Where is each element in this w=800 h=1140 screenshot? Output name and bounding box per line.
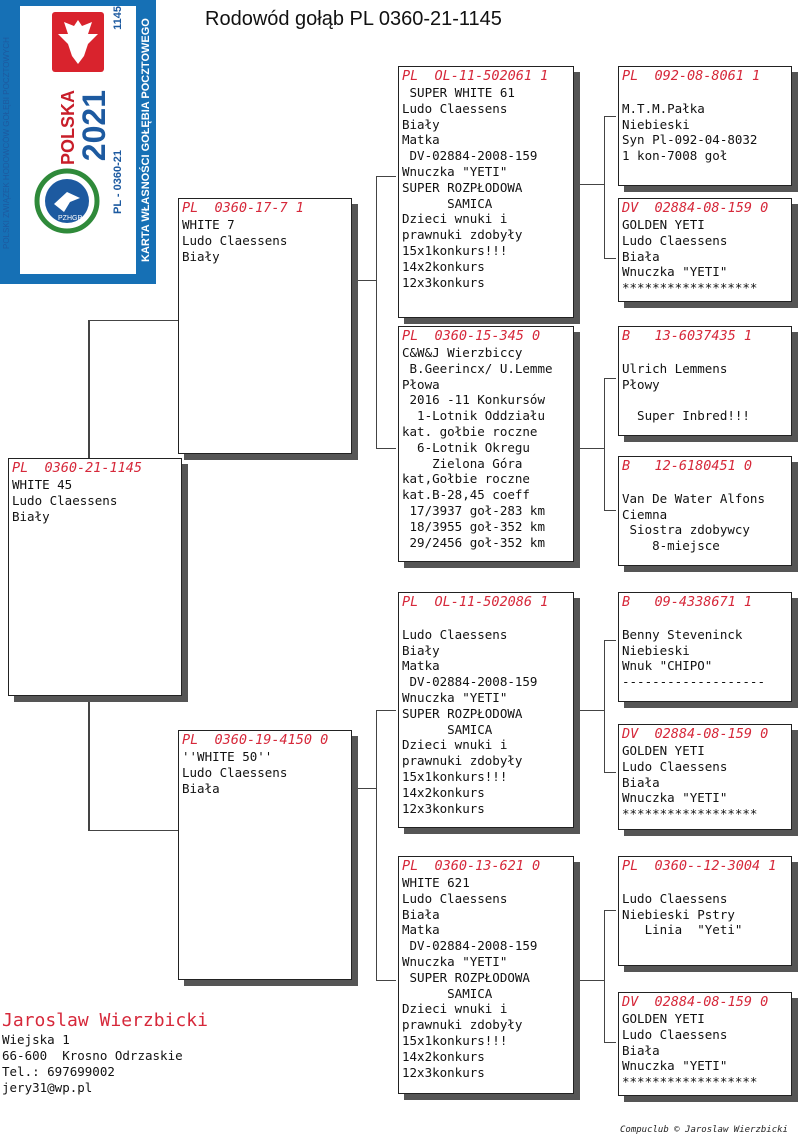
pedigree-line: Matka: [402, 132, 440, 148]
pedigree-line: Dzieci wnuki i: [402, 737, 508, 753]
pedigree-line: Wnuczka "YETI": [402, 953, 508, 969]
ring-number: B 13-6037435 1: [622, 328, 753, 344]
card-year: 2021: [76, 90, 112, 162]
ring-number: PL 0360--12-3004 1: [622, 858, 777, 874]
connector-line: [88, 830, 178, 831]
pedigree-line: 12x3konkurs: [402, 274, 485, 290]
pedigree-line: Płowy: [622, 376, 660, 392]
pedigree-line: Ludo Claessens: [622, 1026, 728, 1042]
connector-line: [88, 320, 90, 458]
pedigree-line: [402, 611, 570, 627]
logo-text: PZHGP: [58, 215, 83, 222]
pedigree-line: WHITE 45: [12, 477, 73, 492]
pedigree-line: ''WHITE 50'': [182, 749, 273, 764]
pedigree-line: [622, 611, 788, 627]
pedigree-line: Benny Steveninck: [622, 626, 743, 642]
pedigree-line: Niebieski Pstry: [622, 906, 735, 922]
pedigree-line: GOLDEN YETI: [622, 743, 705, 758]
pedigree-line: Biały: [12, 508, 50, 524]
pedigree-box-sire-dam: [398, 326, 574, 562]
ring-number: DV 02884-08-159 0: [622, 994, 769, 1010]
pedigree-line: Ludo Claessens: [622, 758, 728, 774]
pedigree-box-dam: [178, 730, 352, 980]
ring-number: PL 0360-19-4150 0: [182, 732, 329, 748]
pedigree-line: 15x1konkurs!!!: [402, 1032, 508, 1048]
connector-line: [352, 788, 376, 789]
owner-info: [2, 1010, 208, 1096]
pedigree-box-ggp1: [618, 66, 792, 186]
connector-line: [88, 702, 90, 830]
pedigree-line: Ludo Claessens: [182, 764, 288, 780]
pedigree-line: 14x2konkurs: [402, 784, 485, 800]
pedigree-box-dam-sire: [398, 592, 574, 828]
pedigree-line: WHITE 7: [182, 217, 235, 232]
pedigree-line: Wnuczka "YETI": [622, 790, 728, 806]
ring-number: PL OL-11-502061 1: [402, 68, 549, 84]
card-country: POLSKA: [58, 90, 78, 166]
pedigree-line: Płowa: [402, 376, 440, 392]
connector-line: [604, 1042, 616, 1043]
pedigree-line: 15x1konkurs!!!: [402, 768, 508, 784]
pedigree-line: prawnuki zdobyły: [402, 753, 523, 769]
pedigree-line: SUPER ROZPŁODOWA: [402, 179, 523, 195]
connector-line: [604, 910, 605, 1042]
pedigree-line: C&W&J Wierzbiccy: [402, 345, 523, 360]
ring-number: B 09-4338671 1: [622, 594, 753, 610]
pedigree-line: ******************: [622, 806, 758, 822]
pedigree-line: Matka: [402, 658, 440, 674]
pedigree-line: Biała: [622, 248, 660, 264]
pedigree-line: Super Inbred!!!: [622, 408, 750, 424]
connector-line: [604, 772, 616, 773]
pedigree-line: SUPER WHITE 61: [402, 85, 515, 100]
pedigree-box-ggp4: [618, 456, 792, 566]
pedigree-box-pigeon: [8, 458, 182, 696]
connector-line: [604, 116, 605, 258]
connector-line: [574, 710, 604, 711]
pedigree-line: Wnuczka "YETI": [402, 689, 508, 705]
pedigree-line: 15x1konkurs!!!: [402, 242, 508, 258]
connector-line: [574, 980, 604, 981]
pedigree-box-ggp2: [618, 198, 792, 302]
pedigree-line: [622, 345, 788, 361]
connector-line: [604, 640, 616, 641]
pedigree-box-ggp8: [618, 992, 792, 1096]
pedigree-line: Biała: [622, 774, 660, 790]
pedigree-line: Wnuk "CHIPO": [622, 658, 713, 674]
pedigree-line: SUPER ROZPŁODOWA: [402, 705, 523, 721]
pedigree-line: 1-Lotnik Oddziału: [402, 408, 545, 424]
pedigree-line: WHITE 621: [402, 875, 470, 890]
owner-phone: Tel.: 697699002: [2, 1064, 115, 1079]
ring-number: DV 02884-08-159 0: [622, 200, 769, 216]
pedigree-line: Biała: [622, 1042, 660, 1058]
pedigree-box-ggp5: [618, 592, 792, 702]
pedigree-line: 8-miejsce: [622, 538, 720, 554]
pedigree-line: Van De Water Alfons: [622, 490, 765, 506]
pedigree-line: 14x2konkurs: [402, 258, 485, 274]
ring-number: PL 0360-15-345 0: [402, 328, 541, 344]
pedigree-line: M.T.M.Pałka: [622, 100, 705, 116]
pedigree-line: Ludo Claessens: [12, 492, 118, 508]
pedigree-line: prawnuki zdobyły: [402, 227, 523, 243]
pedigree-line: Biała: [402, 906, 440, 922]
pedigree-line: -------------------: [622, 674, 765, 690]
pedigree-box-dam-dam: [398, 856, 574, 1094]
pedigree-line: Niebieski: [622, 642, 690, 658]
connector-line: [376, 710, 396, 711]
ring-number: PL 092-08-8061 1: [622, 68, 761, 84]
pedigree-line: 29/2456 goł-352 km: [402, 534, 545, 550]
pedigree-line: Linia "Yeti": [622, 922, 743, 938]
ring-number: B 12-6180451 0: [622, 458, 753, 474]
connector-line: [604, 116, 616, 117]
pedigree-line: Biały: [402, 642, 440, 658]
pedigree-line: SAMICA: [402, 195, 493, 211]
ring-number: PL 0360-17-7 1: [182, 200, 304, 216]
pedigree-line: DV-02884-2008-159: [402, 674, 538, 690]
connector-line: [604, 378, 605, 510]
pedigree-line: Wnuczka "YETI": [622, 264, 728, 280]
connector-line: [604, 910, 616, 911]
pedigree-line: GOLDEN YETI: [622, 1011, 705, 1026]
pedigree-line: GOLDEN YETI: [622, 217, 705, 232]
connector-line: [376, 176, 396, 177]
ring-number: PL 0360-13-621 0: [402, 858, 541, 874]
pedigree-line: 6-Lotnik Okregu: [402, 439, 530, 455]
connector-line: [376, 980, 396, 981]
connector-line: [376, 448, 396, 449]
pedigree-line: 12x3konkurs: [402, 1064, 485, 1080]
pedigree-line: [622, 392, 788, 408]
ring-number: PL 0360-21-1145: [12, 460, 143, 476]
pedigree-line: 2016 -11 Konkursów: [402, 392, 545, 408]
pedigree-box-sire: [178, 198, 352, 454]
pedigree-line: Biała: [182, 780, 220, 796]
pedigree-line: Biały: [182, 248, 220, 264]
pedigree-line: Ulrich Lemmens: [622, 360, 728, 376]
owner-street: Wiejska 1: [2, 1032, 70, 1047]
pedigree-line: Dzieci wnuki i: [402, 1001, 508, 1017]
pedigree-line: Biały: [402, 116, 440, 132]
pedigree-box-ggp6: [618, 724, 792, 830]
pedigree-line: Wnuczka "YETI": [622, 1058, 728, 1074]
pedigree-line: 18/3955 goł-352 km: [402, 518, 545, 534]
pedigree-line: Niebieski: [622, 116, 690, 132]
pedigree-line: Dzieci wnuki i: [402, 211, 508, 227]
pedigree-line: Ludo Claessens: [622, 232, 728, 248]
pedigree-line: kat. gołbie roczne: [402, 423, 538, 439]
pedigree-line: Ludo Claessens: [622, 890, 728, 906]
connector-line: [574, 448, 604, 449]
card-title-text: KARTA WŁASNOŚCI GOŁĘBIA POCZTOWEGO: [140, 18, 152, 262]
owner-name: Jaroslaw Wierzbicki: [2, 1010, 208, 1031]
card-ring-number: 1145: [112, 6, 124, 30]
pedigree-line: 12x3konkurs: [402, 800, 485, 816]
pedigree-line: DV-02884-2008-159: [402, 148, 538, 164]
pzhgp-logo-icon: [34, 168, 100, 234]
ownership-card: [0, 0, 156, 284]
pedigree-line: SAMICA: [402, 985, 493, 1001]
ring-number: DV 02884-08-159 0: [622, 726, 769, 742]
ring-number: PL OL-11-502086 1: [402, 594, 549, 610]
pedigree-line: [622, 475, 788, 491]
eagle-emblem-icon: [52, 12, 104, 72]
owner-email[interactable]: jery31@wp.pl: [2, 1080, 93, 1095]
connector-line: [604, 510, 616, 511]
connector-line: [604, 378, 616, 379]
connector-line: [376, 176, 377, 448]
pedigree-line: ******************: [622, 280, 758, 296]
pedigree-line: SUPER ROZPŁODOWA: [402, 969, 530, 985]
pedigree-line: Ludo Claessens: [402, 100, 508, 116]
pedigree-line: Syn Pl-092-04-8032: [622, 132, 758, 148]
page-title: Rodowód gołąb PL 0360-21-1145: [205, 8, 502, 30]
pedigree-line: 17/3937 goł-283 km: [402, 502, 545, 518]
pedigree-line: ******************: [622, 1074, 758, 1090]
pedigree-line: Ludo Claessens: [402, 626, 508, 642]
footer-credit: Compuclub © Jaroslaw Wierzbicki: [620, 1125, 788, 1135]
pedigree-box-sire-sire: [398, 66, 574, 318]
pedigree-line: DV-02884-2008-159: [402, 938, 538, 954]
pedigree-line: B.Geerincx/ U.Lemme: [402, 360, 553, 376]
connector-line: [604, 258, 616, 259]
connector-line: [574, 184, 604, 185]
pedigree-box-ggp3: [618, 326, 792, 436]
connector-line: [376, 710, 377, 980]
pedigree-line: [622, 85, 788, 101]
pedigree-line: prawnuki zdobyły: [402, 1017, 523, 1033]
connector-line: [604, 640, 605, 772]
pedigree-line: 1 kon-7008 goł: [622, 148, 728, 164]
connector-line: [88, 320, 178, 321]
pedigree-box-ggp7: [618, 856, 792, 966]
pedigree-line: Ludo Claessens: [182, 232, 288, 248]
pedigree-line: Siostra zdobywcy: [622, 522, 750, 538]
pedigree-line: Matka: [402, 922, 440, 938]
owner-city: 66-600 Krosno Odrzaskie: [2, 1048, 183, 1063]
pedigree-line: Wnuczka "YETI": [402, 163, 508, 179]
pedigree-line: Ciemna: [622, 506, 668, 522]
card-ring-prefix: PL - 0360-21: [112, 150, 124, 215]
pedigree-line: [622, 875, 788, 891]
pedigree-line: Ludo Claessens: [402, 890, 508, 906]
card-union-text: POLSKI ZWIĄZEK HODOWCÓW GOŁĘBI POCZTOWYCH: [2, 37, 11, 249]
pedigree-line: kat,Gołbie roczne: [402, 471, 530, 487]
connector-line: [352, 280, 376, 281]
pedigree-line: 14x2konkurs: [402, 1048, 485, 1064]
pedigree-line: kat.B-28,45 coeff: [402, 487, 530, 503]
pedigree-line: Zielona Góra: [402, 455, 523, 471]
pedigree-line: SAMICA: [402, 721, 493, 737]
